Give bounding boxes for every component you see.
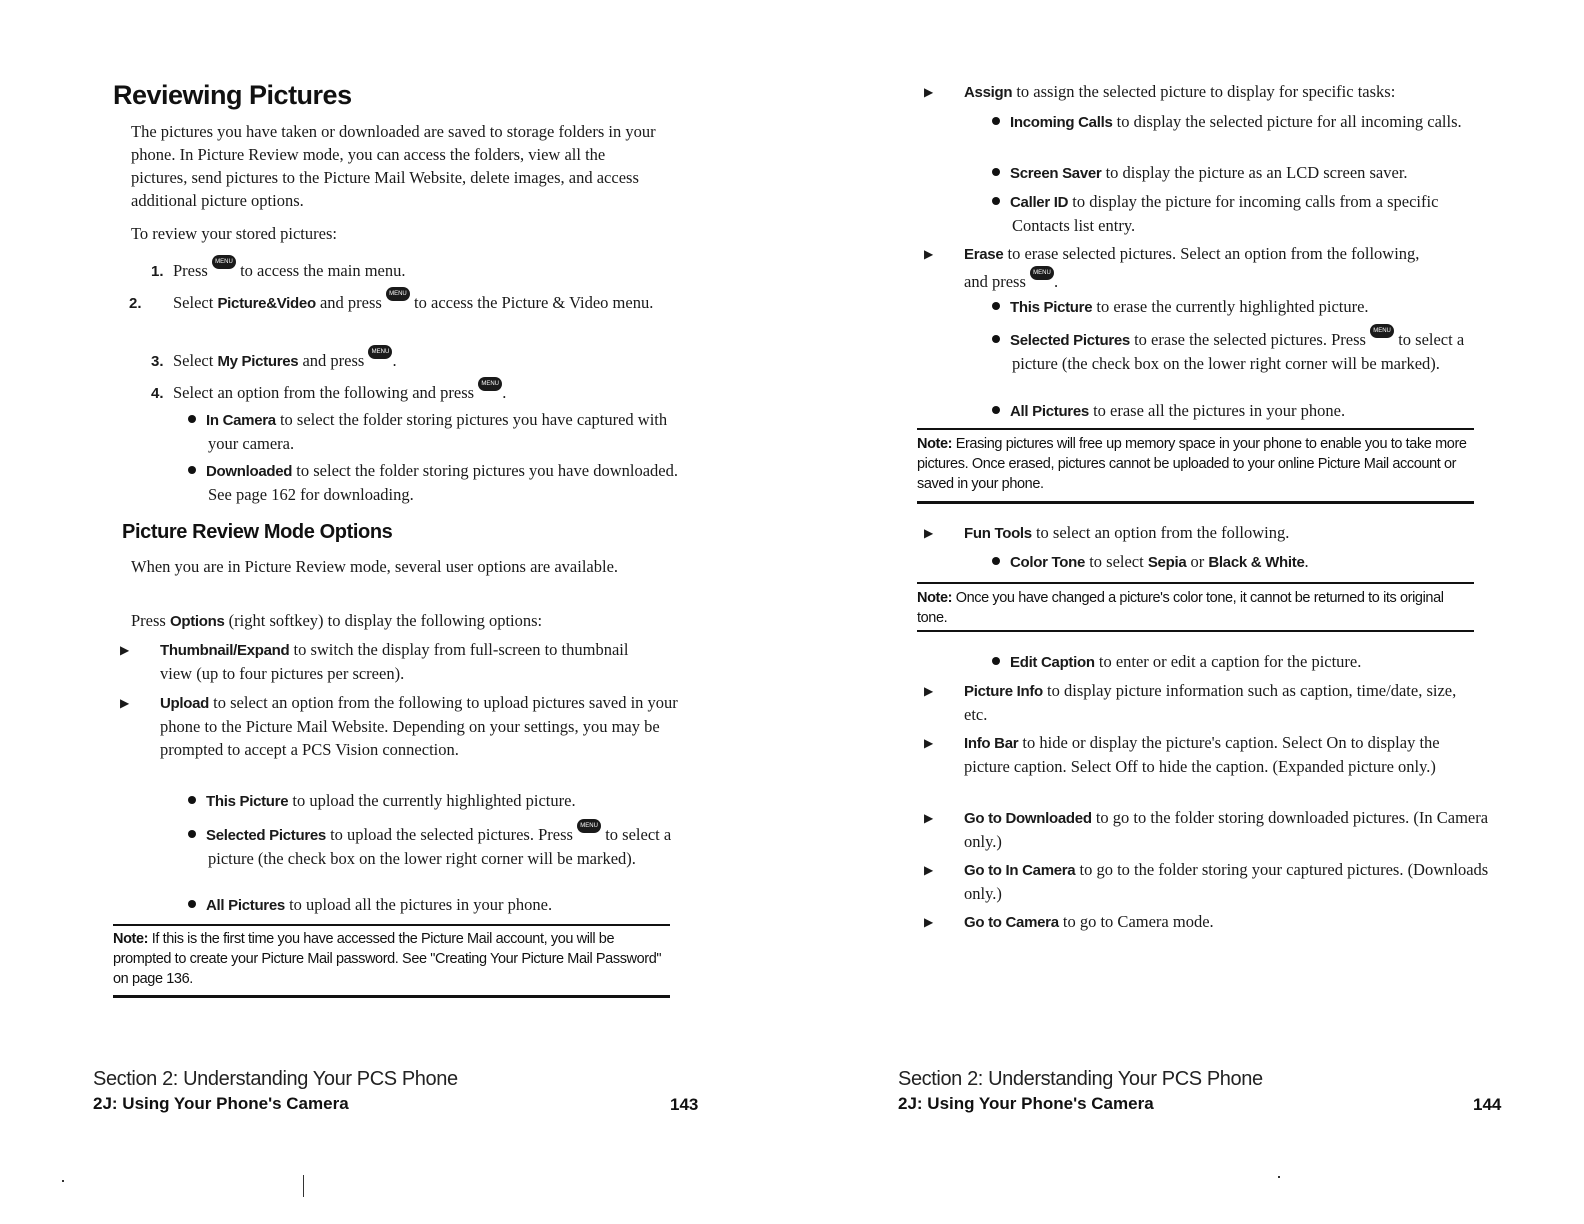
note2-top-rule	[917, 582, 1474, 584]
footer-section: Section 2: Understanding Your PCS Phone	[93, 1068, 458, 1090]
bullet-icon	[188, 796, 196, 804]
bullet-edit-caption: Edit Caption to enter or edit a caption for the picture.	[992, 650, 1492, 674]
note-picture-mail-password: Note: If this is the first time you have accessed the Picture Mail account, you will be prompted to create your Picture Mail password. See "Creating Your Picture Mail Password" on page 136.	[113, 931, 662, 987]
note1-top-rule	[917, 428, 1474, 430]
footer-chapter: 2J: Using Your Phone's Camera	[93, 1094, 349, 1113]
bullet-icon	[992, 197, 1000, 205]
bullet-icon	[992, 302, 1000, 310]
page-number: 144	[1473, 1095, 1502, 1114]
option-go-to-downloaded: ▶ Go to Downloaded to go to the folder storing downloaded pictures. (In Camera only.)	[924, 808, 1489, 851]
scan-mark	[303, 1175, 304, 1197]
bullet-icon	[188, 900, 196, 908]
menu-ok-key-icon: MENU OK	[577, 819, 601, 833]
bullet-icon	[992, 335, 1000, 343]
fun-tools-bullet-color-tone: Color Tone to select Sepia or Black & White.	[992, 550, 1492, 574]
arrow-bullet-icon: ▶	[924, 684, 934, 698]
step-2: 2. Select Picture&Video and press MENU OK to access the Picture & Video menu.	[151, 287, 663, 315]
bullet-icon	[992, 168, 1000, 176]
bullet-icon	[992, 557, 1000, 565]
erase-bullet-selected-pictures: Selected Pictures to erase the selected pictures. Press MENU OK to select a picture (the check box on the lower right corner will be marked).	[992, 324, 1502, 375]
bullet-in-camera: In Camera to select the folder storing pictures you have captured with your camera.	[188, 408, 678, 455]
option-fun-tools: ▶ Fun Tools to select an option from the following.	[944, 521, 1484, 545]
intro-paragraph: The pictures you have taken or downloaded are saved to storage folders in your phone. In Picture Review mode, you can access the folders, view all the pictures, send pictures to the Picture Mail Website, delete images, and access additional picture options.	[131, 122, 656, 210]
page-number: 143	[670, 1095, 699, 1114]
bullet-icon	[992, 406, 1000, 414]
step-3: 3. Select My Pictures and press MENU OK .	[151, 345, 671, 373]
option-thumbnail-expand: ▶ Thumbnail/Expand to switch the display from full-screen to thumbnail view (up to four pictures per screen).	[120, 640, 629, 683]
option-assign: ▶ Assign to assign the selected picture to display for specific tasks:	[944, 80, 1504, 104]
option-info-bar: ▶ Info Bar to hide or display the picture's caption. Select On to display the picture caption. Select Off to hide the caption. (Expanded picture only.)	[924, 733, 1440, 776]
menu-ok-key-icon: MENU OK	[386, 287, 410, 301]
note-color-tone: Note: Once you have changed a picture's color tone, it cannot be returned to its original tone.	[917, 590, 1444, 626]
menu-ok-key-icon: MENU OK	[1370, 324, 1394, 338]
footer-section: Section 2: Understanding Your PCS Phone	[898, 1068, 1263, 1090]
option-go-to-camera: ▶ Go to Camera to go to Camera mode.	[944, 910, 1504, 934]
scan-mark	[1278, 1176, 1280, 1178]
bullet-icon	[992, 117, 1000, 125]
menu-ok-key-icon: MENU OK	[212, 255, 236, 269]
bullet-icon	[188, 830, 196, 838]
assign-bullet-screen-saver: Screen Saver to display the picture as an LCD screen saver.	[992, 161, 1512, 185]
upload-bullet-selected-pictures: Selected Pictures to upload the selected pictures. Press MENU OK to select a picture (the check box on the lower right corner will be marked).	[188, 819, 688, 870]
bullet-icon	[188, 415, 196, 423]
note-bottom-rule	[113, 995, 670, 998]
to-review-text: To review your stored pictures:	[131, 224, 337, 243]
step-1: 1. Press MENU OK to access the main menu.	[151, 255, 671, 283]
assign-bullet-caller-id: Caller ID to display the picture for incoming calls from a specific Contacts list entry.	[992, 190, 1472, 237]
assign-bullet-incoming-calls: Incoming Calls to display the selected picture for all incoming calls.	[992, 110, 1492, 134]
arrow-bullet-icon: ▶	[924, 811, 934, 825]
arrow-bullet-icon: ▶	[924, 915, 934, 929]
press-options-text: Press Options (right softkey) to display the following options:	[131, 611, 543, 630]
option-picture-info: ▶ Picture Info to display picture information such as caption, time/date, size, etc.	[924, 681, 1457, 724]
arrow-bullet-icon: ▶	[120, 696, 130, 710]
upload-bullet-all-pictures: All Pictures to upload all the pictures in your phone.	[188, 893, 688, 917]
menu-ok-key-icon: MENU OK	[1030, 266, 1054, 280]
scan-mark	[62, 1180, 64, 1182]
erase-bullet-all-pictures: All Pictures to erase all the pictures in your phone.	[992, 399, 1502, 423]
arrow-bullet-icon: ▶	[924, 85, 934, 99]
arrow-bullet-icon: ▶	[120, 643, 130, 657]
option-go-to-in-camera: ▶ Go to In Camera to go to the folder storing your captured pictures. (Downloads only.)	[924, 860, 1489, 903]
bullet-downloaded: Downloaded to select the folder storing pictures you have downloaded. See page 162 for downloading.	[188, 459, 678, 506]
option-erase: ▶ Erase to erase selected pictures. Select an option from the following, and press MENU OK .	[924, 244, 1420, 291]
arrow-bullet-icon: ▶	[924, 247, 934, 261]
note1-bottom-rule	[917, 501, 1474, 504]
page-title: Reviewing Pictures	[113, 80, 352, 110]
note-erasing-pictures: Note: Erasing pictures will free up memory space in your phone to enable you to take more pictures. Once erased, pictures cannot be uploaded to your online Picture Mail account or saved in your phone.	[917, 436, 1467, 492]
step-4: 4. Select an option from the following and press MENU OK .	[151, 377, 671, 405]
section-subtitle: Picture Review Mode Options	[122, 521, 393, 543]
arrow-bullet-icon: ▶	[924, 736, 934, 750]
erase-bullet-this-picture: This Picture to erase the currently highlighted picture.	[992, 295, 1502, 319]
option-upload: ▶ Upload to select an option from the following to upload pictures saved in your phone to the Picture Mail Website. Depending on your settings, you may be prompted to accept a PCS Vision connection.	[120, 693, 678, 759]
arrow-bullet-icon: ▶	[924, 526, 934, 540]
footer-chapter: 2J: Using Your Phone's Camera	[898, 1094, 1154, 1113]
arrow-bullet-icon: ▶	[924, 863, 934, 877]
bullet-icon	[992, 657, 1000, 665]
right-page	[792, 0, 1584, 1224]
menu-ok-key-icon: MENU OK	[368, 345, 392, 359]
note2-bottom-rule	[917, 630, 1474, 632]
bullet-icon	[188, 466, 196, 474]
upload-bullet-this-picture: This Picture to upload the currently highlighted picture.	[188, 789, 688, 813]
mode-intro-text: When you are in Picture Review mode, several user options are available.	[131, 557, 619, 576]
menu-ok-key-icon: MENU OK	[478, 377, 502, 391]
note-top-rule	[113, 924, 670, 926]
